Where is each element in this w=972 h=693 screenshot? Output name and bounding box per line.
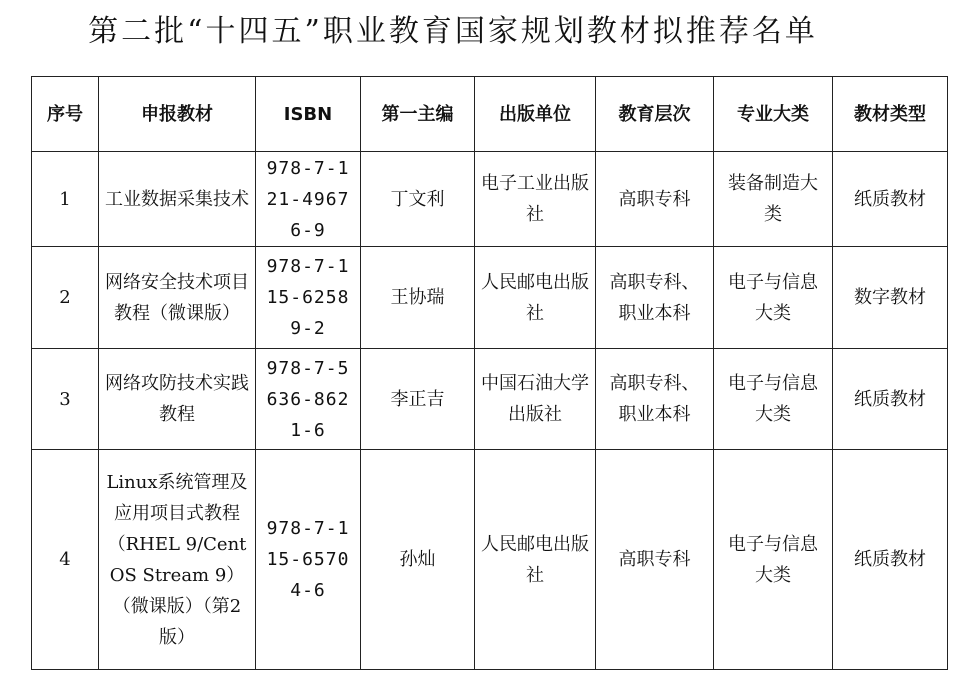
material-type: 纸质教材	[833, 152, 948, 247]
header-cell: 教材类型	[833, 77, 948, 152]
publisher: 电子工业出版社	[475, 152, 596, 247]
major-category: 电子与信息大类	[714, 450, 833, 670]
header-cell: ISBN	[256, 77, 361, 152]
table-row	[32, 152, 948, 247]
table-row	[32, 450, 948, 670]
row-number: 3	[32, 349, 99, 450]
material-type: 数字教材	[833, 247, 948, 349]
chief-editor: 王协瑞	[361, 247, 475, 349]
table-row	[32, 247, 948, 349]
book-title: 网络安全技术项目教程（微课版）	[99, 247, 256, 349]
education-level: 高职专科	[596, 450, 714, 670]
publisher: 人民邮电出版社	[475, 450, 596, 670]
major-category: 装备制造大类	[714, 152, 833, 247]
header-cell: 第一主编	[361, 77, 475, 152]
chief-editor: 丁文利	[361, 152, 475, 247]
row-number: 1	[32, 152, 99, 247]
header-cell: 申报教材	[99, 77, 256, 152]
header-cell: 专业大类	[714, 77, 833, 152]
education-level: 高职专科	[596, 152, 714, 247]
row-number: 4	[32, 450, 99, 670]
isbn: 978-7-121-49676-9	[256, 152, 361, 247]
material-type: 纸质教材	[833, 349, 948, 450]
education-level: 高职专科、职业本科	[596, 349, 714, 450]
chief-editor: 李正吉	[361, 349, 475, 450]
book-title: 网络攻防技术实践教程	[99, 349, 256, 450]
recommendation-table	[31, 76, 948, 670]
row-number: 2	[32, 247, 99, 349]
book-title: 工业数据采集技术	[99, 152, 256, 247]
isbn: 978-7-5636-8621-6	[256, 349, 361, 450]
table-row	[32, 349, 948, 450]
book-title: Linux系统管理及应用项目式教程（RHEL 9/CentOS Stream 9）（微课版）（第2版）	[99, 450, 256, 670]
education-level: 高职专科、职业本科	[596, 247, 714, 349]
major-category: 电子与信息大类	[714, 349, 833, 450]
major-category: 电子与信息大类	[714, 247, 833, 349]
header-cell: 序号	[32, 77, 99, 152]
document-title: 第二批“十四五”职业教育国家规划教材拟推荐名单	[88, 14, 818, 49]
header-cell: 出版单位	[475, 77, 596, 152]
publisher: 人民邮电出版社	[475, 247, 596, 349]
material-type: 纸质教材	[833, 450, 948, 670]
header-row	[32, 77, 948, 152]
header-cell: 教育层次	[596, 77, 714, 152]
publisher: 中国石油大学出版社	[475, 349, 596, 450]
isbn: 978-7-115-65704-6	[256, 450, 361, 670]
chief-editor: 孙灿	[361, 450, 475, 670]
isbn: 978-7-115-62589-2	[256, 247, 361, 349]
